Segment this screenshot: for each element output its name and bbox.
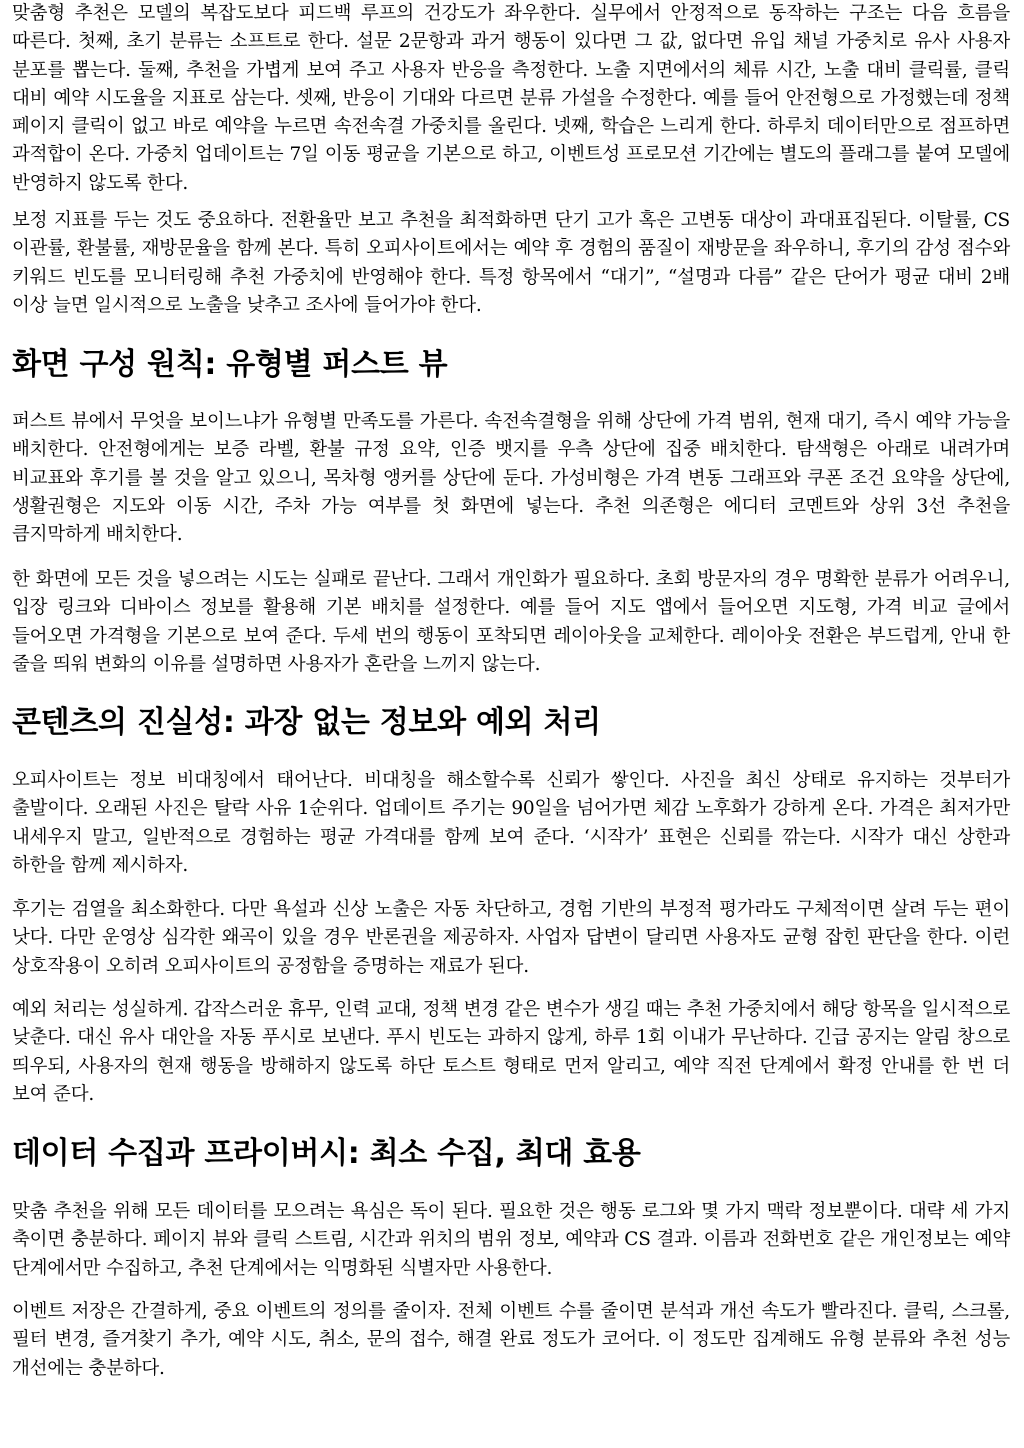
paragraph-feedback-loop: 맞춤형 추천은 모델의 복잡도보다 피드백 루프의 건강도가 좌우한다. 실무에서 안정적으로 동작하는 구조는 다음 흐름을 따른다. 첫째, 초기 분류는 소프트로 한다. 설문 2문항과 과거 행동이 있다면 그 값, 없다면 유입 채널 가중치로 유사 사용자 분포를 뽑는다. 둘째, 추천을 가볍게 보여 주고 사용자 반응을 측정한다. 노출 지면에서의 체류 시간, 노출 대비 클릭률, 클릭 대비 예약 시도율을 지표로 삼는다. 셋째, 반응이 기대와 다르면 분류 가설을 수정한다. 예를 들어 안전형으로 가정했는데 정책 페이지 클릭이 없고 바로 예약을 누르면 속전속결 가중치를 올린다. 넷째, 학습은 느리게 한다. 하루치 데이터만으로 점프하면 과적합이 온다. 가중치 업데이트는 7일 이동 평균을 기본으로 하고, 이벤트성 프로모션 기간에는 별도의 플래그를 붙여 모델에 반영하지 않도록 한다. (12, 3, 1010, 194)
paragraph-correction-metrics: 보정 지표를 두는 것도 중요하다. 전환율만 보고 추천을 최적화하면 단기 고가 혹은 고변동 대상이 과대표집된다. 이탈률, CS 이관률, 환불률, 재방문율을 함께 본다. 특히 오피사이트에서는 예약 후 경험의 품질이 재방문을 좌우하니, 후기의 감성 점수와 키워드 빈도를 모니터링해 추천 가중치에 반영해야 한다. 특정 항목에서 “대기”, “설명과 다름” 같은 단어가 평균 대비 2배 이상 늘면 일시적으로 노출을 낮추고 조사에 들어가야 한다. (12, 210, 1010, 316)
paragraph-exception-handling: 예외 처리는 성실하게. 갑작스러운 휴무, 인력 교대, 정책 변경 같은 변수가 생길 때는 추천 가중치에서 해당 항목을 일시적으로 낮춘다. 대신 유사 대안을 자동 푸시로 보낸다. 푸시 빈도는 과하지 않게, 하루 1회 이내가 무난하다. 긴급 공지는 알림 창으로 띄우되, 사용자의 현재 행동을 방해하지 않도록 하단 토스트 형태로 먼저 알리고, 예약 직전 단계에서 확정 안내를 한 번 더 보여 준다. (12, 999, 1010, 1105)
section-heading-data-privacy: 데이터 수집과 프라이버시: 최소 수집, 최대 효용 (12, 1136, 641, 1171)
paragraph-event-storage: 이벤트 저장은 간결하게, 중요 이벤트의 정의를 줄이자. 전체 이벤트 수를 줄이면 분석과 개선 속도가 빨라진다. 클릭, 스크롤, 필터 변경, 즐겨찾기 추가, 예약 시도, 취소, 문의 접수, 해결 완료 정도가 코어다. 이 정도만 집계해도 유형 분류와 추천 성능 개선에는 충분하다. (12, 1301, 1010, 1379)
paragraph-reviews: 후기는 검열을 최소화한다. 다만 욕설과 신상 노출은 자동 차단하고, 경험 기반의 부정적 평가라도 구체적이면 살려 두는 편이 낫다. 다만 운영상 심각한 왜곡이 있을 경우 반론권을 제공하자. 사업자 답변이 달리면 사용자도 균형 잡힌 판단을 한다. 이런 상호작용이 오히려 오피사이트의 공정함을 증명하는 재료가 된다. (12, 899, 1010, 977)
section-heading-content-truth: 콘텐츠의 진실성: 과장 없는 정보와 예외 처리 (12, 705, 601, 740)
paragraph-first-view: 퍼스트 뷰에서 무엇을 보이느냐가 유형별 만족도를 가른다. 속전속결형을 위해 상단에 가격 범위, 현재 대기, 즉시 예약 가능을 배치한다. 안전형에게는 보증 라벨, 환불 규정 요약, 인증 뱃지를 우측 상단에 집중 배치한다. 탐색형은 아래로 내려가며 비교표와 후기를 볼 것을 알고 있으니, 목차형 앵커를 상단에 둔다. 가성비형은 가격 변동 그래프와 쿠폰 조건 요약을 상단에, 생활권형은 지도와 이동 시간, 주차 가능 여부를 첫 화면에 넣는다. 추천 의존형은 에디터 코멘트와 상위 3선 추천을 큼지막하게 배치한다. (12, 411, 1010, 546)
paragraph-personalization: 한 화면에 모든 것을 넣으려는 시도는 실패로 끝난다. 그래서 개인화가 필요하다. 초회 방문자의 경우 명확한 분류가 어려우니, 입장 링크와 디바이스 정보를 활용해 기본 배치를 설정한다. 예를 들어 지도 앱에서 들어오면 지도형, 가격 비교 글에서 들어오면 가격형을 기본으로 보여 준다. 두세 번의 행동이 포착되면 레이아웃을 교체한다. 레이아웃 전환은 부드럽게, 안내 한 줄을 띄워 변화의 이유를 설명하면 사용자가 혼란을 느끼지 않는다. (12, 569, 1010, 675)
paragraph-info-asymmetry: 오피사이트는 정보 비대칭에서 태어난다. 비대칭을 해소할수록 신뢰가 쌓인다. 사진을 최신 상태로 유지하는 것부터가 출발이다. 오래된 사진은 탈락 사유 1순위다. 업데이트 주기는 90일을 넘어가면 체감 노후화가 강하게 온다. 가격은 최저가만 내세우지 말고, 일반적으로 경험하는 평균 가격대를 함께 보여 준다. ‘시작가’ 표현은 신뢰를 깎는다. 시작가 대신 상한과 하한을 함께 제시하자. (12, 770, 1010, 876)
paragraph-minimal-collection: 맞춤 추천을 위해 모든 데이터를 모으려는 욕심은 독이 된다. 필요한 것은 행동 로그와 몇 가지 맥락 정보뿐이다. 대략 세 가지 축이면 충분하다. 페이지 뷰와 클릭 스트림, 시간과 위치의 범위 정보, 예약과 CS 결과. 이름과 전화번호 같은 개인정보는 예약 단계에서만 수집하고, 추천 단계에서는 익명화된 식별자만 사용한다. (12, 1201, 1010, 1279)
section-heading-screen-layout: 화면 구성 원칙: 유형별 퍼스트 뷰 (12, 347, 448, 382)
